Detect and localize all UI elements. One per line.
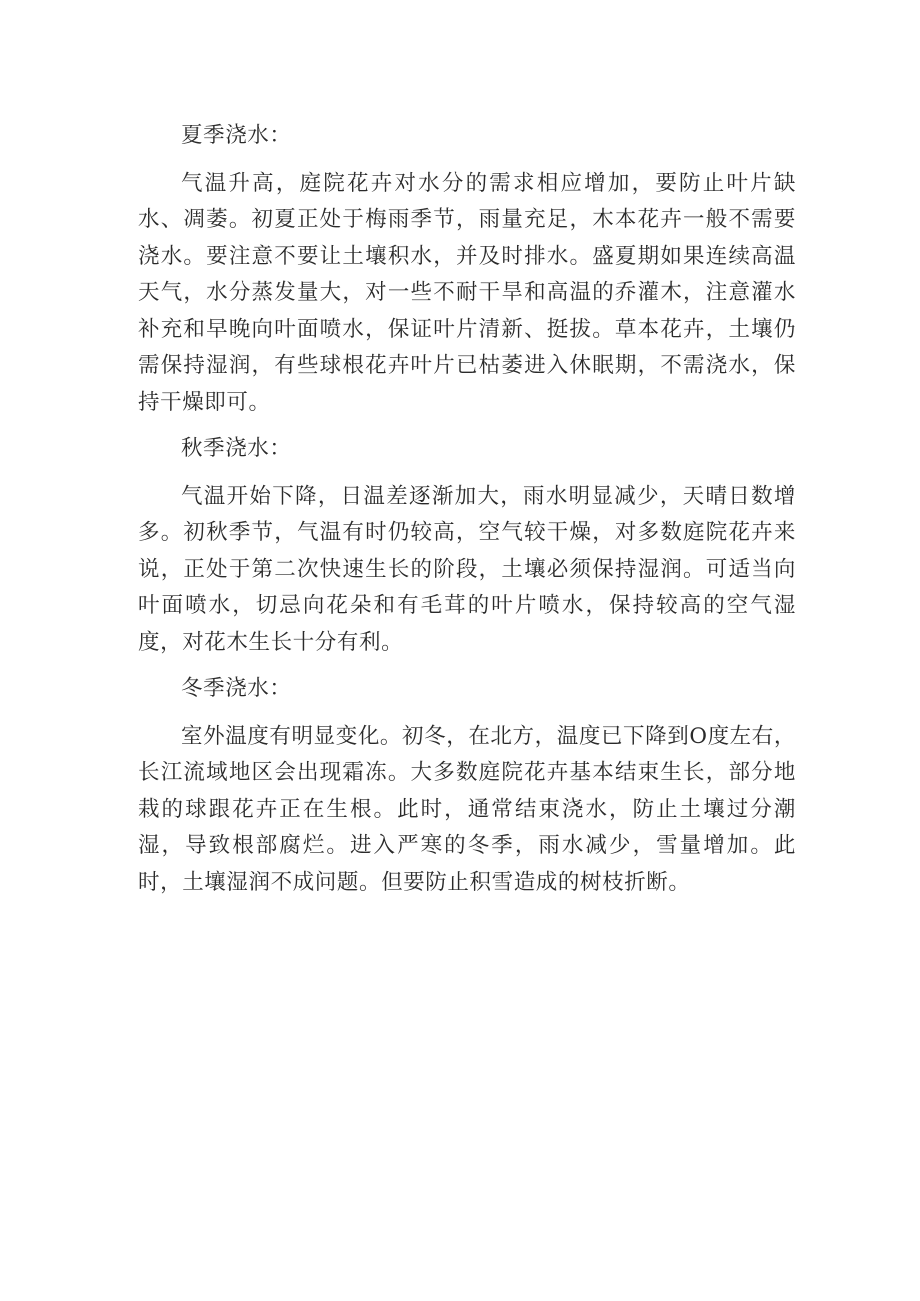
autumn-watering-heading: 秋季浇水： [181, 436, 292, 461]
summer-watering-heading: 夏季浇水： [181, 123, 292, 148]
summer-watering-paragraph: 气温升高，庭院花卉对水分的需求相应增加，要防止叶片缺水、凋萎。初夏正处于梅雨季节，雨量充足，木本花卉一般不需要浇水。要注意不要让土壤积水，并及时排水。盛夏期如果连续高温天气，水分蒸发量大，对一些不耐干旱和高温的乔灌木，注意灌水补充和早晚向叶面喷水，保证叶片清新、挺拔。草本花卉，土壤仍需保持湿润，有些球根花卉叶片已枯萎进入休眠期，不需浇水，保持干燥即可。 [138, 170, 796, 415]
document-page [138, 118, 796, 911]
winter-watering-heading: 冬季浇水： [181, 676, 292, 701]
winter-watering-paragraph: 室外温度有明显变化。初冬，在北方，温度已下降到O度左右，长江流域地区会出现霜冻。大多数庭院花卉基本结束生长，部分地栽的球跟花卉正在生根。此时，通常结束浇水，防止土壤过分潮湿，导致根部腐烂。进入严寒的冬季，雨水减少，雪量增加。此时，土壤湿润不成问题。但要防止积雪造成的树枝折断。 [138, 723, 796, 895]
autumn-watering-paragraph: 气温开始下降，日温差逐渐加大，雨水明显减少，天晴日数增多。初秋季节，气温有时仍较高，空气较干燥，对多数庭院花卉来说，正处于第二次快速生长的阶段，土壤必须保持湿润。可适当向叶面喷水，切忌向花朵和有毛茸的叶片喷水，保持较高的空气湿度，对花木生长十分有利。 [138, 483, 796, 655]
